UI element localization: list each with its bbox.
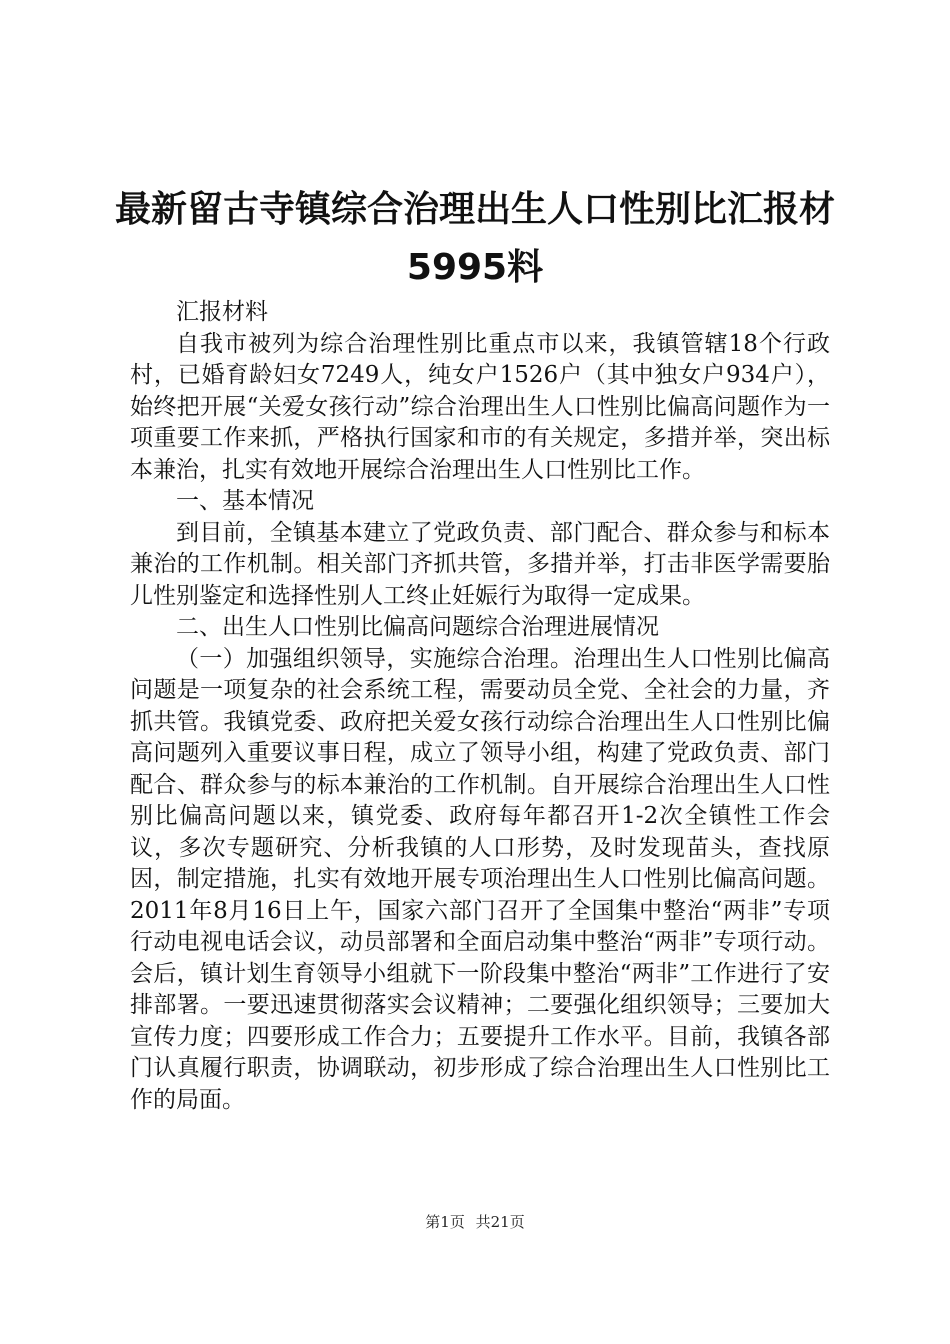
document-body — [130, 297, 830, 1116]
document-title-line-1: 最新留古寺镇综合治理出生人口性别比汇报材 — [114, 189, 835, 230]
paragraph-basic-situation: 到目前，全镇基本建立了党政负责、部门配合、群众参与和标本兼治的工作机制。相关部门齐抓共管，多措并举，打击非医学需要胎儿性别鉴定和选择性别人工终止妊娠行为取得一定成果。 — [130, 519, 830, 609]
page-total: 共21页 — [475, 1213, 525, 1231]
page-number: 第1页 — [425, 1213, 465, 1231]
section-heading-basic-situation: 一、基本情况 — [176, 488, 314, 514]
paragraph-organization: （一）加强组织领导，实施综合治理。治理出生人口性别比偏高问题是一项复杂的社会系统工程，需要动员全党、全社会的力量，齐抓共管。我镇党委、政府把关爱女孩行动综合治理出生人口性别比偏高问题列入重要议事日程，成立了领导小组，构建了党政负责、部门配合、群众参与的标本兼治的工作机制。自开展综合治理出生人口性别比偏高问题以来，镇党委、政府每年都召开1-2次全镇性工作会议，多次专题研究、分析我镇的人口形势，及时发现苗头，查找原因，制定措施，扎实有效地开展专项治理出生人口性别比偏高问题。2011年8月16日上午，国家六部门召开了全国集中整治“两非”专项行动电视电话会议，动员部署和全面启动集中整治“两非”专项行动。会后，镇计划生育领导小组就下一阶段集中整治“两非”工作进行了安排部署。一要迅速贯彻落实会议精神；二要强化组织领导；三要加大宣传力度；四要形成工作合力；五要提升工作水平。目前，我镇各部门认真履行职责，协调联动，初步形成了综合治理出生人口性别比工作的局面。 — [130, 645, 830, 1113]
page-footer — [0, 1212, 950, 1232]
paragraph-heading-report: 汇报材料 — [176, 299, 268, 325]
document-title-line-2: 5995料 — [406, 247, 544, 288]
section-heading-progress: 二、出生人口性别比偏高问题综合治理进展情况 — [176, 614, 659, 640]
paragraph-intro: 自我市被列为综合治理性别比重点市以来，我镇管辖18个行政村，已婚育龄妇女7249人，纯女户1526户（其中独女户934户），始终把开展“关爱女孩行动”综合治理出生人口性别比偏高问题作为一项重要工作来抓，严格执行国家和市的有关规定，多措并举，突出标本兼治，扎实有效地开展综合治理出生人口性别比工作。 — [130, 330, 830, 483]
